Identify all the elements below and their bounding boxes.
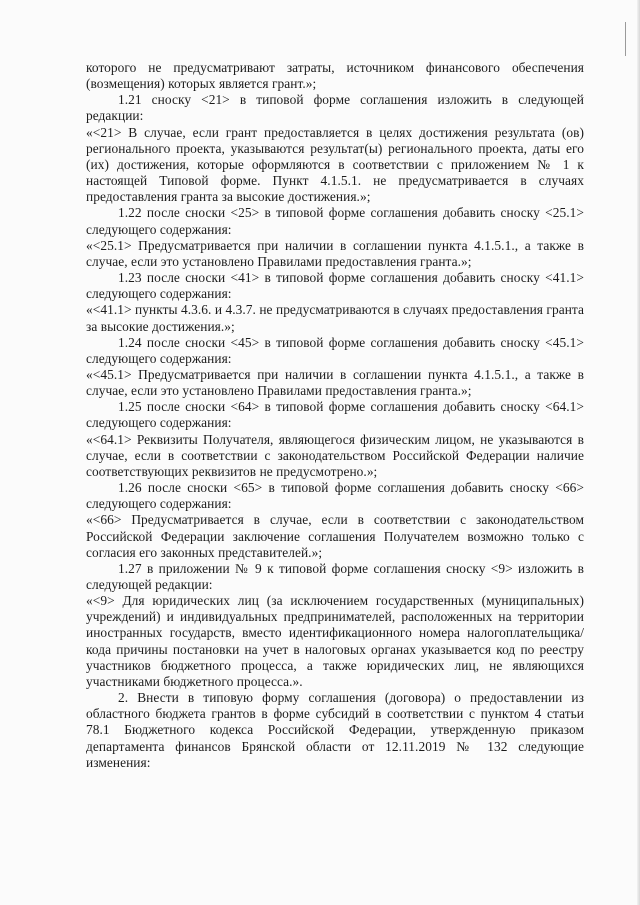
paragraph-footnote-66: «<66> Предусматривается в случае, если в соответствии с законодательством Российской Федерации заключение соглашения Получателем возможно только с согласия его законных представителей.»; bbox=[86, 512, 584, 560]
paragraph-item-1-25: 1.25 после сноски <64> в типовой форме соглашения добавить сноску <64.1> следующего содержания: bbox=[86, 399, 584, 431]
paragraph-item-1-23: 1.23 после сноски <41> в типовой форме соглашения добавить сноску <41.1> следующего содержания: bbox=[86, 270, 584, 302]
paragraph-item-1-26: 1.26 после сноски <65> в типовой форме соглашения добавить сноску <66> следующего содержания: bbox=[86, 480, 584, 512]
paragraph-item-1-22: 1.22 после сноски <25> в типовой форме соглашения добавить сноску <25.1> следующего содержания: bbox=[86, 205, 584, 237]
document-body bbox=[86, 60, 584, 771]
paragraph-footnote-64-1: «<64.1> Реквизиты Получателя, являющегося физическим лицом, не указываются в случае, если в соответствии с законодательством Российской Федерации наличие соответствующих реквизитов не предусмотрено.»; bbox=[86, 431, 584, 479]
paragraph-item-1-27: 1.27 в приложении № 9 к типовой форме соглашения сноску <9> изложить в следующей редакции: bbox=[86, 560, 584, 592]
paragraph-footnote-25-1: «<25.1> Предусматривается при наличии в соглашении пункта 4.1.5.1., а также в случае, если это установлено Правилами предоставления гранта.»; bbox=[86, 237, 584, 269]
paragraph-footnote-21: «<21> В случае, если грант предоставляется в целях достижения результата (ов) регионального проекта, указываются результат(ы) регионального проекта, даты его (их) достижения, которые оформляются в соответствии с приложением № 1 к настоящей Типовой форме. Пункт 4.1.5.1. не предусматривается в случаях предоставления гранта за высокие достижения.»; bbox=[86, 124, 584, 205]
page-edge-mark bbox=[625, 22, 626, 56]
paragraph-item-1-21: 1.21 сноску <21> в типовой форме соглашения изложить в следующей редакции: bbox=[86, 92, 584, 124]
paragraph-continuation: которого не предусматривают затраты, источником финансового обеспечения (возмещения) которых является грант.»; bbox=[86, 60, 584, 92]
paragraph-item-2: 2. Внести в типовую форму соглашения (договора) о предоставлении из областного бюджета грантов в форме субсидий в соответствии с пунктом 4 статьи 78.1 Бюджетного кодекса Российской Федерации, утвержденную приказом департамента финансов Брянской области от 12.11.2019 № 132 следующие изменения: bbox=[86, 690, 584, 770]
paragraph-footnote-41-1: «<41.1> пункты 4.3.6. и 4.3.7. не предусматриваются в случаях предоставления гранта за высокие достижения.»; bbox=[86, 302, 584, 334]
paragraph-footnote-9: «<9> Для юридических лиц (за исключением государственных (муниципальных) учреждений) и индивидуальных предпринимателей, расположенных на территории иностранных государств, вместо идентификационного номера налогоплательщика/кода причины постановки на учет в налоговых органах указывается код по реестру участников бюджетного процесса, а также юридических лиц, не являющихся участниками бюджетного процесса.». bbox=[86, 593, 584, 689]
paragraph-item-1-24: 1.24 после сноски <45> в типовой форме соглашения добавить сноску <45.1> следующего содержания: bbox=[86, 334, 584, 366]
paragraph-footnote-45-1: «<45.1> Предусматривается при наличии в соглашении пункта 4.1.5.1., а также в случае, если это установлено Правилами предоставления гранта.»; bbox=[86, 366, 584, 399]
